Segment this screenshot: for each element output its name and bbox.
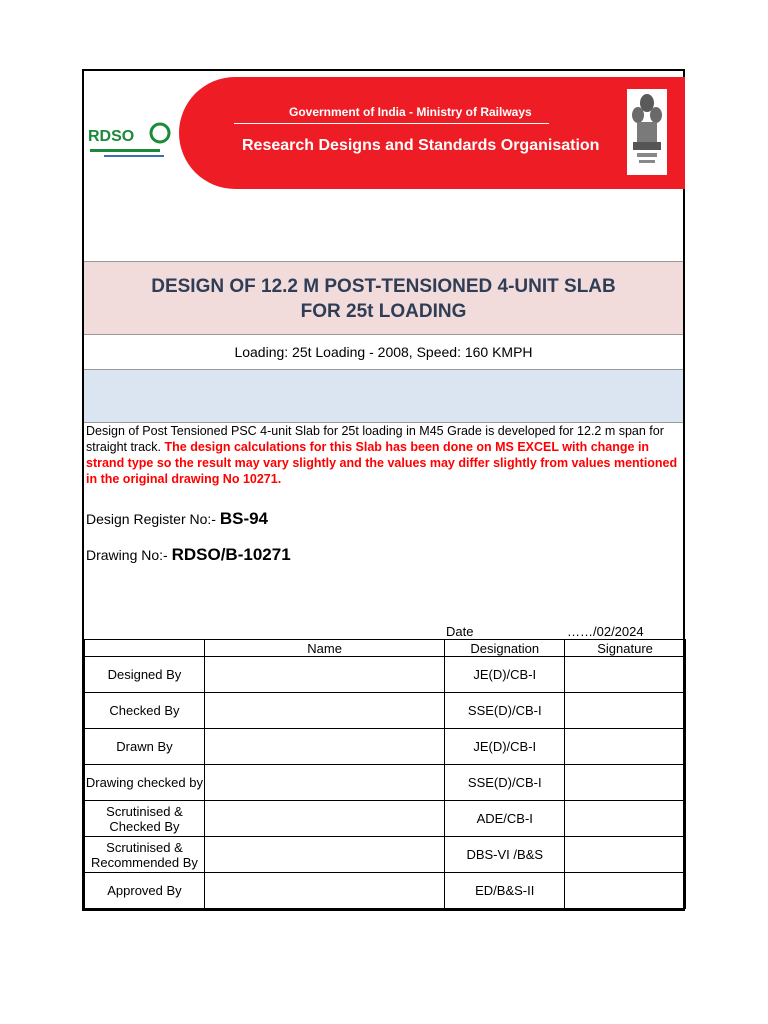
designation-cell: SSE(D)/CB-I: [445, 693, 565, 729]
designation-cell: ADE/CB-I: [445, 801, 565, 837]
blue-band: [84, 370, 683, 423]
loading-info: Loading: 25t Loading - 2008, Speed: 160 KMPH: [84, 334, 683, 370]
drawing-number: [86, 545, 291, 565]
role-cell: Drawing checked by: [85, 765, 205, 801]
table-row: [85, 693, 686, 729]
table-row: [85, 837, 686, 873]
designation-cell: DBS-VI /B&S: [445, 837, 565, 873]
header-banner: [84, 77, 683, 189]
role-cell: Approved By: [85, 873, 205, 909]
signature-cell: [565, 729, 686, 765]
name-cell: [204, 873, 444, 909]
national-emblem-icon: [627, 89, 667, 175]
signature-cell: [565, 837, 686, 873]
table-row: [85, 657, 686, 693]
description: [86, 423, 678, 487]
designation-cell: ED/B&S-II: [445, 873, 565, 909]
title-line-2: FOR 25t LOADING: [300, 301, 467, 322]
signature-table: [84, 639, 686, 909]
designation-cell: SSE(D)/CB-I: [445, 765, 565, 801]
name-cell: [204, 765, 444, 801]
header-name: Name: [204, 640, 444, 657]
document-title: [84, 274, 683, 324]
register-value: BS-94: [219, 509, 269, 528]
table-row: [85, 765, 686, 801]
description-normal: Design of Post Tensioned PSC 4-unit Slab for 25t loading in M45 Grade is developed for 12.2 m span for straight track.: [86, 424, 664, 454]
organisation-text: Research Designs and Standards Organisation: [242, 137, 600, 154]
header-role: [85, 640, 205, 657]
title-band: [84, 261, 683, 335]
description-warning: The design calculations for this Slab has been done on MS EXCEL with change in strand type so the result may vary slightly and the values may differ slightly from values mentioned in the original drawing No 10271.: [86, 440, 678, 486]
svg-text:RDSO: RDSO: [88, 128, 135, 145]
red-banner: [179, 77, 685, 189]
header-designation: Designation: [445, 640, 565, 657]
ministry-text: Government of India - Ministry of Railways: [289, 105, 532, 119]
drawing-value: RDSO/B-10271: [171, 545, 291, 564]
name-cell: [204, 729, 444, 765]
date-label: Date: [446, 624, 474, 639]
table-row: [85, 729, 686, 765]
name-cell: [204, 801, 444, 837]
rdso-logo-icon: [84, 109, 174, 169]
title-line-1: DESIGN OF 12.2 M POST-TENSIONED 4-UNIT SLAB: [151, 276, 616, 297]
signature-cell: [565, 765, 686, 801]
designation-cell: JE(D)/CB-I: [445, 657, 565, 693]
design-register: [86, 509, 268, 529]
date-value: ……/02/2024: [567, 624, 644, 639]
drawing-label: Drawing No:-: [86, 547, 172, 563]
table-row: [85, 873, 686, 909]
role-cell: Designed By: [85, 657, 205, 693]
designation-cell: JE(D)/CB-I: [445, 729, 565, 765]
table-header-row: [85, 640, 686, 657]
header-signature: Signature: [565, 640, 686, 657]
document-sheet: [82, 69, 685, 911]
role-cell: Scrutinised & Checked By: [85, 801, 205, 837]
name-cell: [204, 657, 444, 693]
name-cell: [204, 837, 444, 873]
signature-cell: [565, 801, 686, 837]
role-cell: Drawn By: [85, 729, 205, 765]
role-cell: Checked By: [85, 693, 205, 729]
signature-cell: [565, 693, 686, 729]
name-cell: [204, 693, 444, 729]
signature-cell: [565, 657, 686, 693]
register-label: Design Register No:-: [86, 511, 220, 527]
table-row: [85, 801, 686, 837]
role-cell: Scrutinised & Recommended By: [85, 837, 205, 873]
banner-divider: [234, 123, 549, 124]
signature-cell: [565, 873, 686, 909]
